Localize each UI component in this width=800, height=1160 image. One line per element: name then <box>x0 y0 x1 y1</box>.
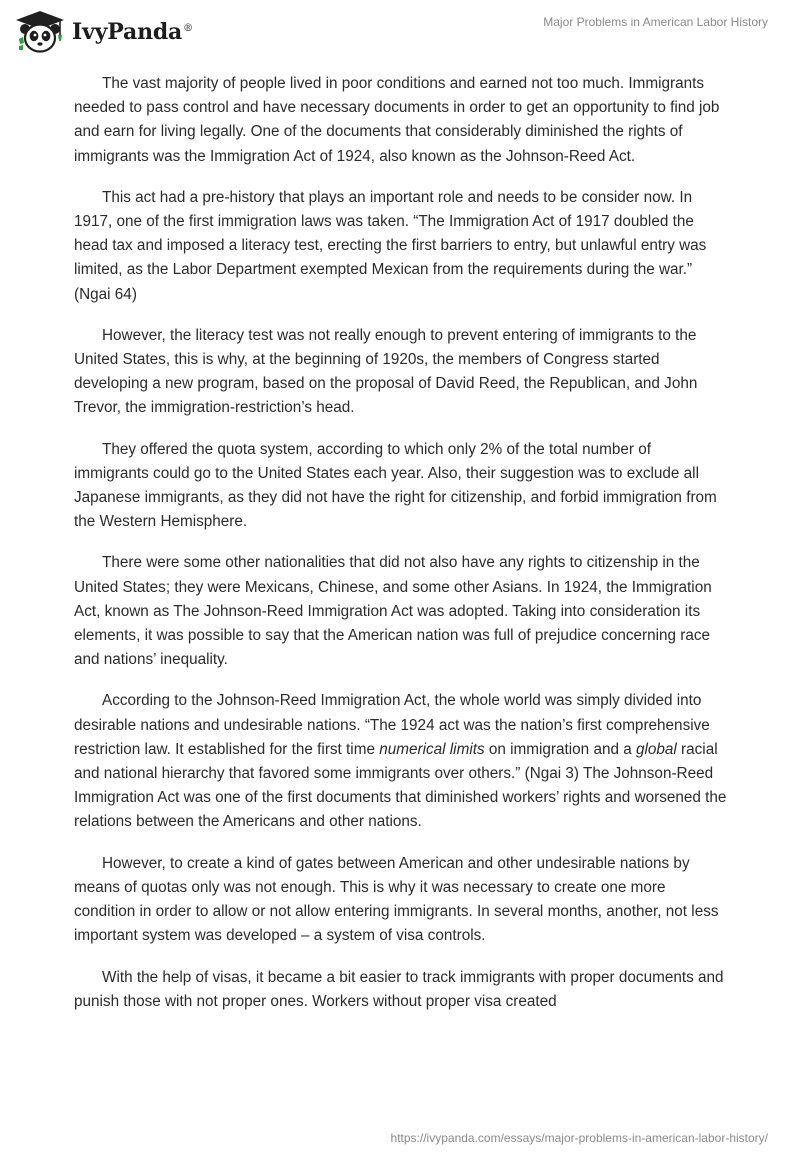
document-title: Major Problems in American Labor History <box>543 15 768 29</box>
paragraph <box>74 689 730 834</box>
paragraph: This act had a pre-history that plays an important role and needs to be consider now. In 1917, one of the first immigration laws was taken. “The Immigration Act of 1917 doubled the head tax and imposed a literacy test, erecting the first barriers to entry, but unlawful entry was limited, as the Labor Department exempted Mexican from the requirements during the war.” (Ngai 64) <box>74 188 707 303</box>
paragraph-text: According to the Johnson-Reed Immigration Act, the whole world was simply divided into desirable nations and undesirable nations. “The 1924 act was the nation’s first comprehensive restriction law. It established for the first time <box>74 692 710 758</box>
panda-graduate-icon <box>14 9 66 55</box>
paragraph-text: racial and national hierarchy that favored some immigrants over others.” (Ngai 3) The Johnson-Reed Immigration Act was one of the first documents that diminished workers’ rights and worsened the relations between the Americans and other nations. <box>74 740 727 831</box>
registered-mark: ® <box>183 22 193 34</box>
paragraph: However, the literacy test was not really enough to prevent entering of immigrants to the United States, this is why, at the beginning of 1920s, the members of Congress started developing a new program, based on the proposal of David Reed, the Republican, and John Trevor, the immigration-restriction’s head. <box>74 326 698 417</box>
emphasis-numerical-limits: numerical limits <box>379 740 485 758</box>
emphasis-global: global <box>635 740 677 758</box>
page-header <box>0 0 800 70</box>
paragraph: The vast majority of people lived in poor conditions and earned not too much. Immigrants needed to pass control and have necessary documents in order to get an opportunity to find job and earn for living legally. One of the documents that considerably diminished the rights of immigrants was the Immigration Act of 1924, also known as the Johnson-Reed Act. <box>74 75 720 165</box>
paragraph-text: on immigration and a <box>484 740 636 758</box>
ivypanda-logo[interactable] <box>14 8 193 56</box>
paragraph: They offered the quota system, according to which only 2% of the total number of immigrants could go to the United States each year. Also, their suggestion was to exclude all Japanese immigrants, as they did not have the right for citizenship, and forbid immigration from the Western Hemisphere. <box>74 440 717 531</box>
paragraph: However, to create a kind of gates between American and other undesirable nations by means of quotas only was not enough. This is why it was necessary to create one more condition in order to allow or not allow entering immigrants. In several months, another, not less important system was developed – a system of visa controls. <box>74 854 719 945</box>
paragraph: With the help of visas, it became a bit easier to track immigrants with proper documents and punish those with not proper ones. Workers without proper visa created <box>74 968 724 1010</box>
essay-body <box>74 72 730 1031</box>
logo-text: IvyPanda <box>72 19 183 45</box>
paragraph: There were some other nationalities that did not also have any rights to citizenship in the United States; they were Mexicans, Chinese, and some other Asians. In 1924, the Immigration Act, known as The Johnson-Reed Immigration Act was adopted. Taking into consideration its elements, it was possible to say that the American nation was full of prejudice concerning race and nations’ inequality. <box>74 554 712 669</box>
logo-wordmark <box>72 19 193 45</box>
source-url[interactable]: https://ivypanda.com/essays/major-problems-in-american-labor-history/ <box>390 1131 768 1145</box>
